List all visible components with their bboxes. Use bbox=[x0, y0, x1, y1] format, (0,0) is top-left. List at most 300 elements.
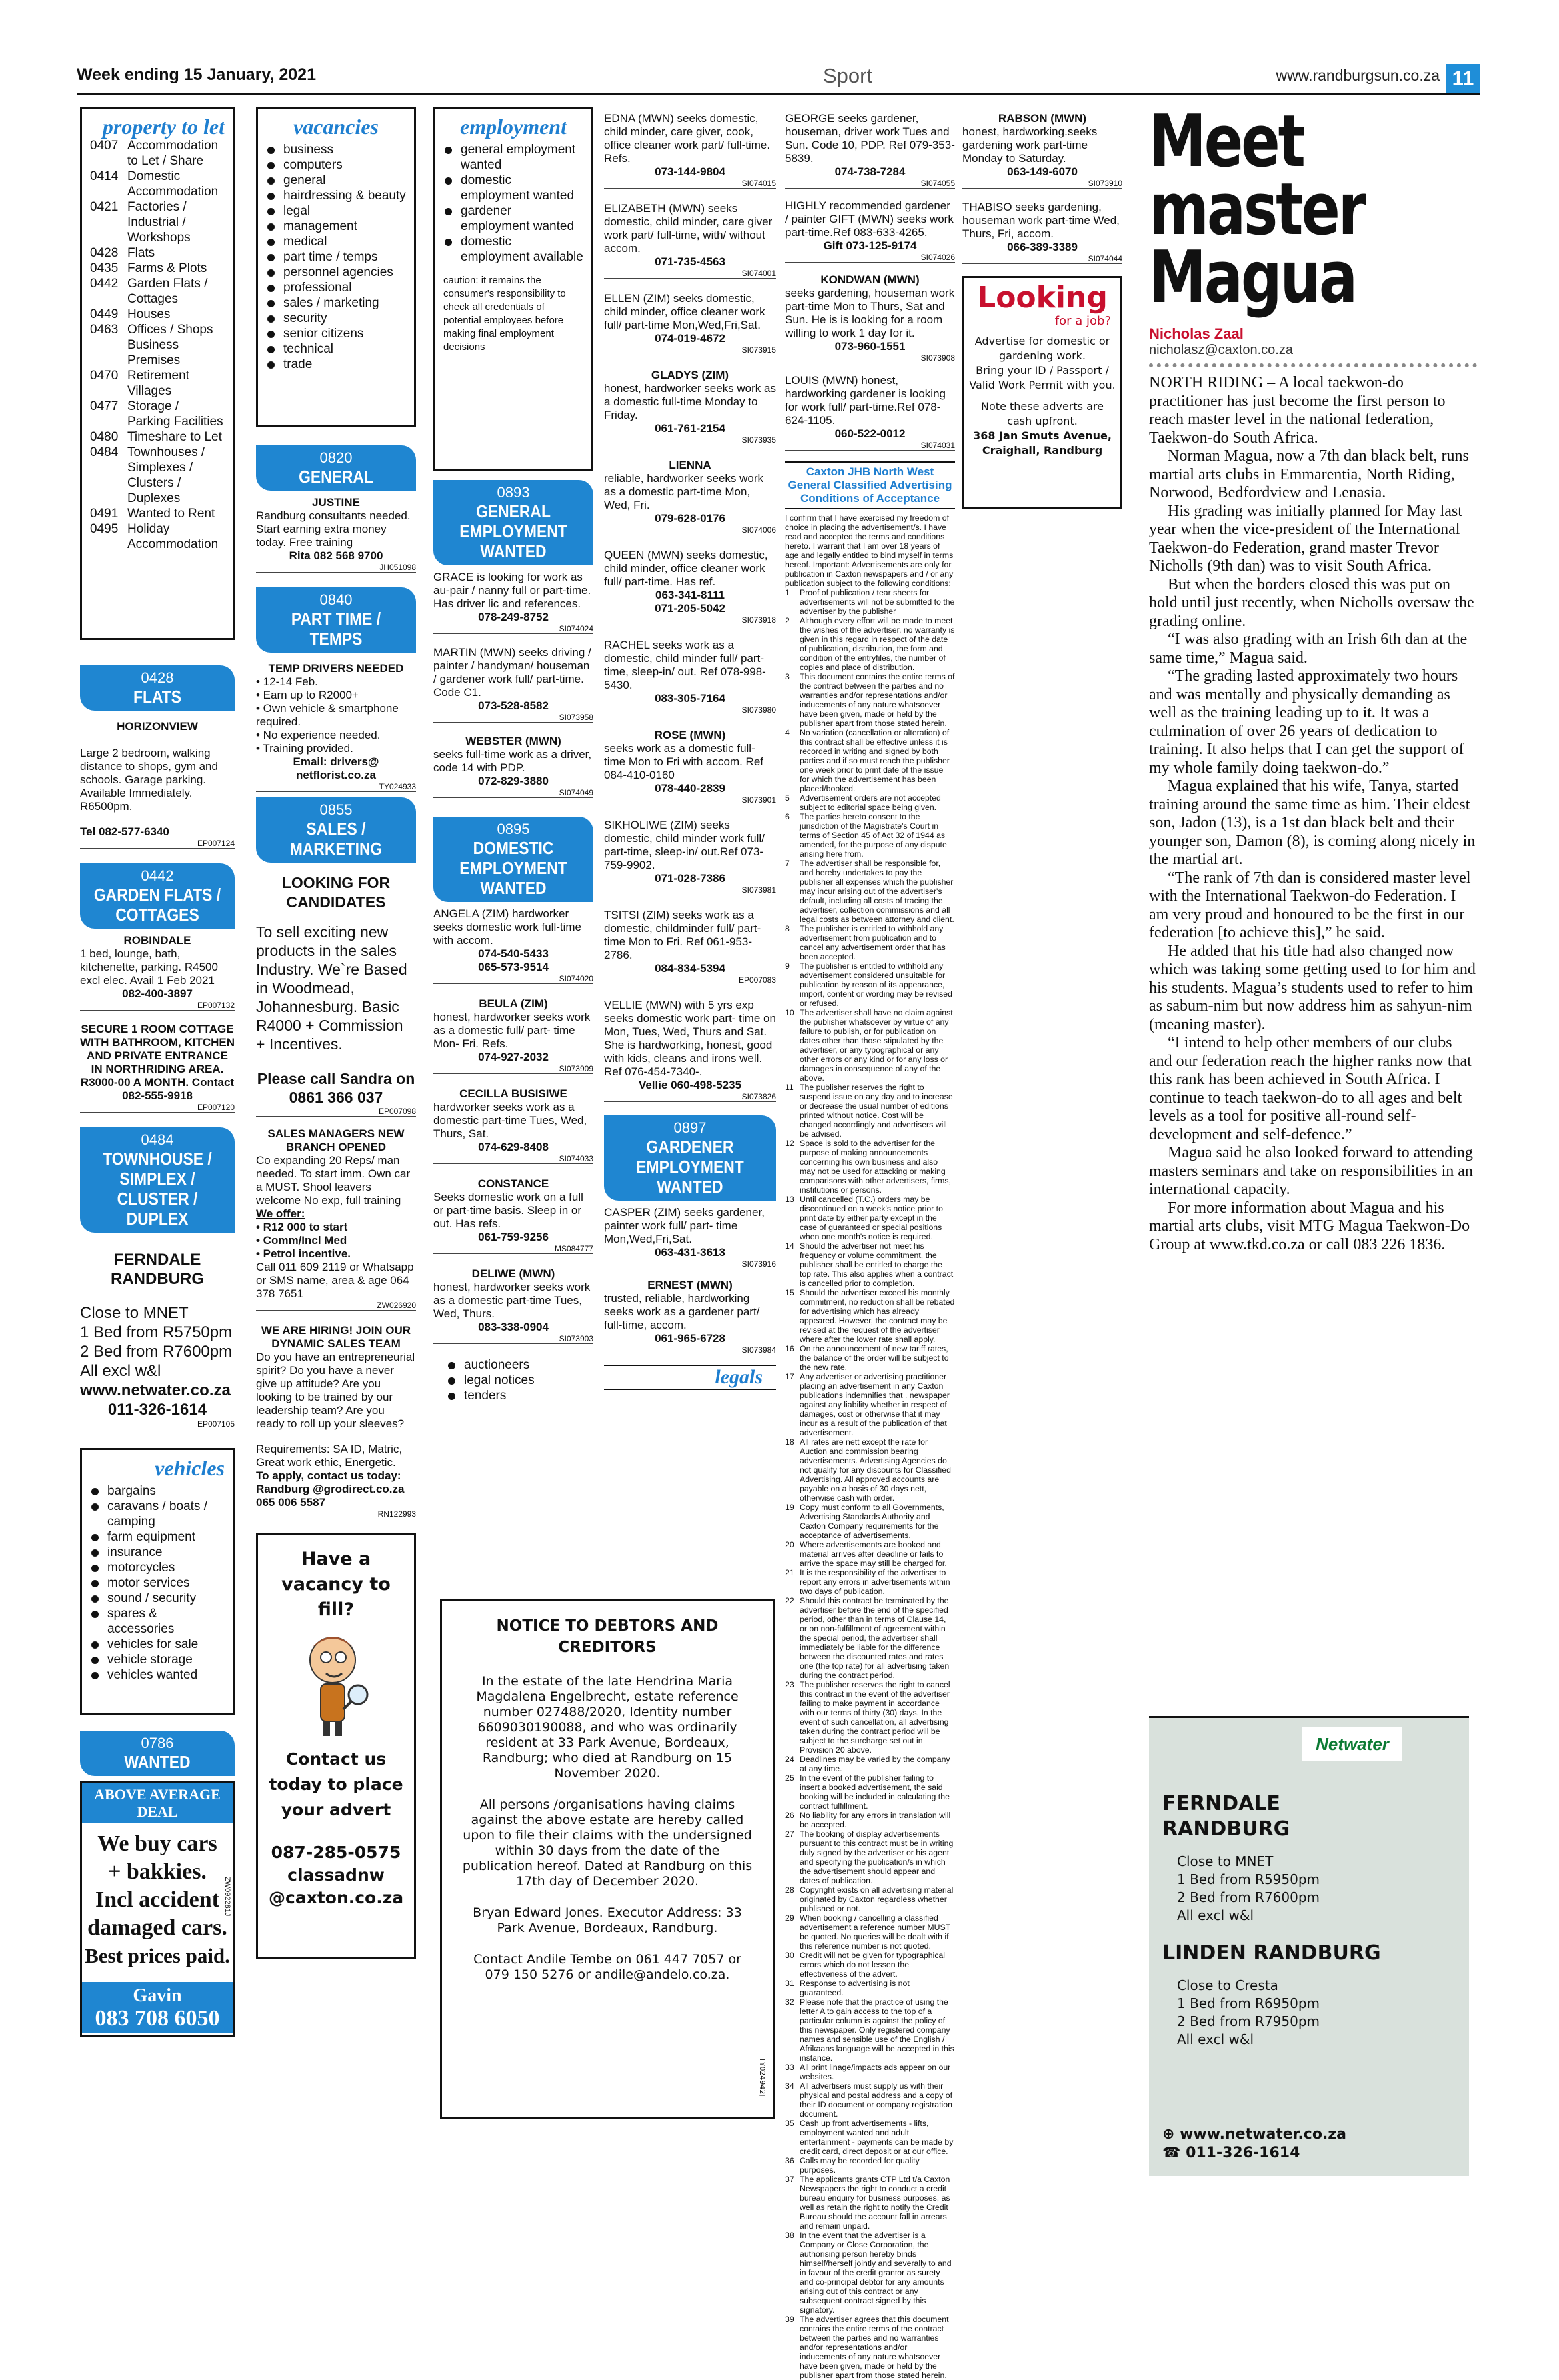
clause-text: The advertiser shall have no claim against the publisher whatsoever by virtue of any failure to publish, or for publication on dates other than those stipulated by the advertiser, or any typographical or any other errors or any kind or for any loss or damages in consequence of any of the above. bbox=[800, 1008, 953, 1083]
ad-text: THABISO seeks gardening, houseman work part-time Wed, Thurs, Fri, accom. bbox=[962, 201, 1120, 240]
property-category[interactable] bbox=[90, 399, 225, 429]
property-category[interactable] bbox=[90, 307, 225, 322]
article-paragraph: “I was also grading with an Irish 6th dan at the same time,” Magua said. bbox=[1149, 631, 1468, 667]
category-item[interactable]: vehicles wanted bbox=[90, 1667, 225, 1683]
terms-clause bbox=[785, 1241, 955, 1288]
ad-phone: 065-573-9514 bbox=[478, 961, 549, 973]
classified-ad bbox=[785, 273, 955, 363]
category-number: 0407 bbox=[90, 139, 119, 153]
clause-number: 20 bbox=[785, 1540, 794, 1549]
ad-phone: Gift 073-125-9174 bbox=[823, 239, 917, 252]
clause-number: 2 bbox=[785, 616, 790, 625]
classified-ad bbox=[433, 997, 593, 1074]
category-item[interactable]: vehicle storage bbox=[90, 1652, 225, 1667]
terms-clause bbox=[785, 1811, 955, 1829]
ad-reference: SI073984 bbox=[604, 1345, 776, 1355]
category-label: Holiday Accommodation bbox=[127, 522, 219, 551]
category-item[interactable]: hairdressing & beauty bbox=[266, 188, 406, 203]
property-category[interactable] bbox=[90, 506, 225, 521]
ad-text: ANGELA (ZIM) hardworker seeks domestic work full-time with accom. bbox=[433, 907, 582, 947]
property-category[interactable] bbox=[90, 169, 225, 199]
article-paragraph: NORTH RIDING – A local taekwon-do practitioner has just become the first person to reach master level in the national federation, Taekwon-do South Africa. bbox=[1149, 374, 1446, 447]
column-property bbox=[80, 107, 235, 2037]
ad-reference: SI074024 bbox=[433, 624, 593, 634]
clause-text: Please note that the practice of using the letter A to gain access to the top of a particular column is against the policy of this newspaper. Only registered company names and sensible use of the English / Afrikaans language will be accepted in this instance. bbox=[800, 1997, 954, 2063]
category-number: 0414 bbox=[90, 169, 119, 183]
clause-number: 28 bbox=[785, 1885, 794, 1895]
ad-reference: SI074006 bbox=[604, 525, 776, 535]
column-gardener-2 bbox=[962, 112, 1122, 509]
ad-text: EDNA (MWN) seeks domestic, child minder, care giver, cook, office cleaner work part/ full-time. Refs. bbox=[604, 112, 771, 165]
netwater-logo: Netwater bbox=[1302, 1727, 1402, 1761]
clause-text: The publisher reserves the right to cancel this contract in the event of the advertiser failing to make payment in accordance with our terms of thirty (30) days. In the event of such cancellation, all advertising taken during the contract period will be subject to the surcharge set out in Provision 20 above. bbox=[800, 1680, 950, 1755]
terms-clause bbox=[785, 2315, 955, 2380]
clause-number: 27 bbox=[785, 1829, 794, 1839]
category-number: 0428 bbox=[90, 246, 119, 260]
terms-clause bbox=[785, 1680, 955, 1755]
article-paragraph: “The grading lasted approximately two hours and was mentally and physically demanding as well as the training leading up to it. It was a culmination of over 26 years of dedication to training. It also helps that I can get the support of my whole family doing taekwon-do.” bbox=[1149, 667, 1464, 777]
ad-reference: SI073958 bbox=[433, 713, 593, 723]
clause-text: Should the advertiser exceed his monthly commitment, no reduction shall be rebated for advertising which has already appeared. However, the contract may be revised at the request of the advertiser where after the lower rate shall apply. bbox=[800, 1288, 955, 1344]
clause-text: In the event of the publisher failing to insert a booked advertisement, the said booking will be included in calculating the contract fulfillment. bbox=[800, 1773, 950, 1811]
clause-text: The publisher reserves the right to suspend issue on any day and to increase or decrease the usual number of editions printed without notice. Cost will be changed accordingly and advertisers will be advised. bbox=[800, 1083, 953, 1139]
ad-text: honest, hardworker seeks work as a domestic full-time Monday to Friday. bbox=[604, 382, 776, 421]
ad-reference: SI073909 bbox=[433, 1064, 593, 1074]
classified-ad bbox=[785, 374, 955, 451]
we-buy-cars-ad: ABOVE AVERAGE DEAL We buy cars + bakkies. Incl accident damaged cars. Best prices paid. Gavin 083 708 6050 ZW092281J bbox=[80, 1781, 235, 2037]
ad-reference: SI074044 bbox=[962, 254, 1122, 264]
ad-text: GEORGE seeks gardener, houseman, driver work Tues and Sun. Code 10, PDP. Ref 079-353-5839. bbox=[785, 112, 955, 165]
property-category[interactable] bbox=[90, 368, 225, 399]
classified-ad: JUSTINE Randburg consultants needed. Start earning extra money today. Free training Rita 082 568 9700 JH051098 bbox=[256, 496, 416, 572]
classified-ad bbox=[604, 729, 776, 805]
column-employment bbox=[433, 107, 593, 1403]
sport-article bbox=[1149, 100, 1477, 2161]
property-heading: property to let bbox=[102, 115, 225, 139]
category-number: 0495 bbox=[90, 522, 119, 536]
category-item[interactable]: senior citizens bbox=[266, 326, 406, 341]
clause-text: Response to advertising is not guaranteed. bbox=[800, 1979, 910, 1997]
vacancies-heading: vacancies bbox=[293, 115, 379, 139]
classified-ad: SALES MANAGERS NEW BRANCH OPENED Co expanding 20 Reps/ man needed. To start imm. Own car a MUST. Shool leavers welcome No exp, full training We offer: • R12 000 to start • Comm/Incl Med • Petrol incentive. Call 011 609 2119 or Whatsapp or SMS name, area & age 064 378 7651 ZW026920 bbox=[256, 1127, 416, 1310]
terms-clause bbox=[785, 1540, 955, 1568]
ad-reference: SI074031 bbox=[785, 441, 955, 451]
clause-text: On the announcement of new tariff rates, the balance of the order will be subject to the new rate. bbox=[800, 1344, 949, 1372]
vehicles-category-list bbox=[90, 1483, 225, 1683]
category-number: 0442 bbox=[90, 277, 119, 291]
property-category[interactable] bbox=[90, 199, 225, 245]
clause-text: Any advertiser or advertising practitioner placing an advertisement in any Caxton publications indemnifies that . newspaper against any liability whether in respect of damages, cost or otherwise that it may incur as a result of the publication of that advertisement. bbox=[800, 1372, 950, 1437]
terms-clause bbox=[785, 1139, 955, 1195]
property-category[interactable] bbox=[90, 429, 225, 445]
category-item[interactable]: spares & accessories bbox=[90, 1606, 225, 1637]
netwater-phone[interactable]: ☎ 011-326-1614 bbox=[1162, 2145, 1300, 2161]
clause-number: 10 bbox=[785, 1008, 794, 1017]
page-header bbox=[77, 64, 1480, 95]
classified-ad bbox=[433, 1267, 593, 1344]
notice-to-debtors: NOTICE TO DEBTORS AND CREDITORS In the estate of the late Hendrina Maria Magdalena Engelbrecht, estate reference number 027488/2020, Identity number 6609030190088, and who was ordinarily resident at 33 Park Avenue, Bordeaux, Randburg; who died at Randburg on 15 November 2020. All persons /organisations having claims against the above estate are hereby called upon to file their claims with the undersigned within 30 days from the date of the publication hereof. Dated at Randburg on this 17th day of December 2020. Bryan Edward Jones. Executor Address: 33 Park Avenue, Bordeaux, Randburg. Contact Andile Tembe on 061 447 7057 or 079 150 5276 or andile@andelo.co.za. TY024942J bbox=[440, 1599, 775, 2119]
clause-number: 38 bbox=[785, 2231, 794, 2240]
category-item[interactable]: tenders bbox=[447, 1388, 593, 1403]
category-item[interactable]: security bbox=[266, 311, 406, 326]
ad-text: TSITSI (ZIM) seeks work as a domestic, childminder full/ part-time Mon to Fri. Ref 061-953-2786. bbox=[604, 909, 761, 961]
employment-heading: employment bbox=[460, 115, 567, 139]
ad-reference: SI074026 bbox=[785, 253, 955, 263]
property-category[interactable] bbox=[90, 445, 225, 506]
ad-reference: SI073916 bbox=[604, 1259, 776, 1269]
terms-clause bbox=[785, 1288, 955, 1344]
clause-number: 29 bbox=[785, 1913, 794, 1923]
clause-number: 39 bbox=[785, 2315, 794, 2324]
category-item[interactable]: business bbox=[266, 142, 406, 157]
property-category[interactable] bbox=[90, 261, 225, 276]
clause-number: 31 bbox=[785, 1979, 794, 1988]
classified-ad bbox=[433, 907, 593, 984]
class-header-0895: 0895 DOMESTIC EMPLOYMENT WANTED bbox=[433, 817, 593, 902]
category-number: 0435 bbox=[90, 261, 119, 275]
category-item[interactable]: domestic employment wanted bbox=[443, 173, 583, 203]
legals-category-list bbox=[447, 1357, 593, 1403]
ad-reference: SI073980 bbox=[604, 705, 776, 715]
terms-clause bbox=[785, 961, 955, 1008]
category-item[interactable]: technical bbox=[266, 341, 406, 357]
article-paragraph: Norman Magua, now a 7th dan black belt, runs martial arts clubs in Emmarentia, North Riding, Norwood, Bedfordview and Lenasia. bbox=[1149, 447, 1469, 501]
ad-text: RACHEL seeks work as a domestic, child minder full/ part-time, sleep-in/ out. Ref 078-998-5430. bbox=[604, 639, 766, 691]
ad-heading: GLADYS (ZIM) bbox=[651, 369, 729, 381]
category-item[interactable]: bargains bbox=[90, 1483, 225, 1499]
property-category[interactable] bbox=[90, 138, 225, 169]
terms-clause bbox=[785, 1885, 955, 1913]
category-item[interactable]: computers bbox=[266, 157, 406, 173]
category-label: Offices / Shops Business Premises bbox=[127, 323, 213, 367]
terms-clause bbox=[785, 1195, 955, 1241]
category-number: 0421 bbox=[90, 200, 119, 214]
ad-heading: CONSTANCE bbox=[477, 1177, 549, 1190]
site-url[interactable]: www.randburgsun.co.za bbox=[1276, 67, 1440, 84]
classified-ad: WE ARE HIRING! JOIN OUR DYNAMIC SALES TEAM Do you have an entrepreneurial spirit? Do you have a never give up attitude? Are you looking to be trained by our leadership team? Are you ready to roll up your sleeves? Requirements: SA ID, Matric, Great work ethic, Energetic. To apply, contact us today: Randburg @grodirect.co.za 065 006 5587 RN122993 bbox=[256, 1324, 416, 1519]
ad-reference: SI074015 bbox=[604, 179, 776, 189]
ad-text: ELLEN (ZIM) seeks domestic, child minder, office cleaner work full/ part-time Mon,Wed,Fri,Sat. bbox=[604, 292, 765, 331]
category-item[interactable]: personnel agencies bbox=[266, 265, 406, 280]
terms-clause bbox=[785, 1829, 955, 1885]
property-category-list bbox=[90, 138, 225, 552]
ad-phone: 074-540-5433 bbox=[478, 947, 549, 960]
clause-text: Cash up front advertisements - lifts, employment wanted and adult entertainment - payments can be made by credit card, direct deposit or at our office. bbox=[800, 2119, 954, 2156]
ad-text: seeks work as a domestic full-time Mon to Fri with accom. Ref 084-410-0160 bbox=[604, 742, 764, 781]
category-item[interactable]: management bbox=[266, 219, 406, 234]
category-number: 0484 bbox=[90, 445, 119, 459]
ad-phone: 074-927-2032 bbox=[478, 1051, 549, 1063]
ad-reference: SI073901 bbox=[604, 795, 776, 805]
clause-number: 8 bbox=[785, 924, 790, 933]
terms-clause bbox=[785, 1372, 955, 1437]
terms-clause bbox=[785, 1083, 955, 1139]
ad-phone: 074-738-7284 bbox=[834, 165, 906, 178]
classified-ad bbox=[962, 201, 1122, 264]
category-label: Wanted to Rent bbox=[127, 507, 215, 521]
terms-clause bbox=[785, 1979, 955, 1997]
clause-number: 33 bbox=[785, 2063, 794, 2072]
ad-reference: SI074001 bbox=[604, 269, 776, 279]
category-number: 0449 bbox=[90, 307, 119, 321]
category-item[interactable]: motorcycles bbox=[90, 1560, 225, 1575]
employment-box bbox=[433, 107, 593, 471]
clause-number: 12 bbox=[785, 1139, 794, 1148]
clause-number: 6 bbox=[785, 812, 790, 821]
property-category[interactable] bbox=[90, 521, 225, 552]
class-header-0484: 0484 TOWNHOUSE / SIMPLEX / CLUSTER / DUPLEX bbox=[80, 1127, 235, 1233]
ad-text: MARTIN (MWN) seeks driving / painter / handyman/ houseman / gardener work full/ part-time. Code C1. bbox=[433, 646, 591, 699]
category-item[interactable]: insurance bbox=[90, 1545, 225, 1560]
clause-number: 37 bbox=[785, 2175, 794, 2184]
property-category[interactable] bbox=[90, 276, 225, 307]
detective-mascot-icon bbox=[299, 1627, 373, 1740]
section-name: Sport bbox=[823, 64, 873, 87]
article-title: Meet master Magua bbox=[1149, 100, 1365, 319]
classified-ad bbox=[433, 571, 593, 634]
ad-phone: 061-759-9256 bbox=[478, 1231, 549, 1243]
ad-reference: SI073981 bbox=[604, 885, 776, 895]
legals-heading-bar bbox=[604, 1365, 776, 1390]
classified-ad: FERNDALE RANDBURG Close to MNET 1 Bed from R5750pm 2 Bed from R7600pm All excl w&l www.netwater.co.za 011-326-1614 EP007105 bbox=[80, 1251, 235, 1429]
terms-clause bbox=[785, 616, 955, 672]
category-item[interactable]: caravans / boats / camping bbox=[90, 1499, 225, 1529]
clause-text: The booking of display advertisements pursuant to this contract must be in writing duly signed by the advertiser or his agent and specifying the publication/s in which the advertisement should appear and dates of publication. bbox=[800, 1829, 954, 1885]
ad-phone: Vellie 060-498-5235 bbox=[638, 1079, 742, 1091]
classified-ad bbox=[604, 292, 776, 355]
clause-text: All print linage/impacts ads appear on our websites. bbox=[800, 2063, 951, 2081]
ad-heading: DELIWE (MWN) bbox=[471, 1267, 555, 1280]
classified-ad bbox=[604, 1279, 776, 1355]
category-item[interactable]: sound / security bbox=[90, 1591, 225, 1606]
ad-heading: RABSON (MWN) bbox=[998, 112, 1087, 125]
ad-heading: CECILLA BUSISIWE bbox=[459, 1087, 567, 1100]
ad-phone: 083-305-7164 bbox=[655, 692, 725, 705]
ad-phone: 074-019-4672 bbox=[655, 332, 725, 345]
terms-clause bbox=[785, 859, 955, 924]
category-item[interactable]: domestic employment available bbox=[443, 234, 583, 265]
ad-phone: 063-149-6070 bbox=[1007, 165, 1078, 178]
category-label: Retirement Villages bbox=[127, 369, 189, 398]
clause-text: The advertiser shall be responsible for, and hereby undertakes to pay the publisher all expenses which the publisher may incur arising out of the advertiser's default, including all costs of tracing the advertiser, collection commissions and all legal costs as between attorney and client. bbox=[800, 859, 954, 924]
category-item[interactable]: trade bbox=[266, 357, 406, 372]
ad-reference: SI074020 bbox=[433, 974, 593, 984]
category-item[interactable]: motor services bbox=[90, 1575, 225, 1591]
terms-clause bbox=[785, 2119, 955, 2156]
clause-number: 30 bbox=[785, 1951, 794, 1960]
classified-ad bbox=[433, 646, 593, 723]
clause-number: 35 bbox=[785, 2119, 794, 2128]
clause-text: When booking / cancelling a classified advertisement a reference number MUST be quoted. No queries will be dealt with if this reference number is not quoted. bbox=[800, 1913, 950, 1951]
clause-text: Copyright exists on all advertising material originated by Caxton regardless whether published or not. bbox=[800, 1885, 954, 1913]
page-number: 11 bbox=[1446, 64, 1480, 93]
ad-phone: 063-431-3613 bbox=[655, 1246, 725, 1259]
ad-reference: SI073935 bbox=[604, 435, 776, 445]
class-header-0840: 0840 PART TIME / TEMPS bbox=[256, 587, 416, 653]
class-header-0897: 0897 GARDENER EMPLOYMENT WANTED bbox=[604, 1115, 776, 1201]
classified-ad bbox=[962, 112, 1122, 189]
terms-heading: Caxton JHB North West General Classified Advertising Conditions of Acceptance bbox=[785, 461, 955, 509]
clause-number: 14 bbox=[785, 1241, 794, 1251]
clause-text: All rates are nett except the rate for Auction and commission bearing advertisements. Advertising Agencies do not qualify for any discounts for Classified Advertising. All approved accounts are payable on a basis of 30 days nett, otherwise cash with order. bbox=[800, 1437, 951, 1503]
caution-note: caution: it remains the consumer's responsibility to check all credentials of potential employees before making final employment decisions bbox=[443, 275, 566, 353]
category-item[interactable]: auctioneers bbox=[447, 1357, 593, 1373]
clause-text: The parties hereto consent to the jurisdiction of the Magistrate's Court in terms of Section 45 of Act 32 of 1944 as amended, for the purpose of any dispute arising here from. bbox=[800, 812, 947, 859]
terms-clause bbox=[785, 728, 955, 793]
property-category[interactable] bbox=[90, 245, 225, 261]
author-email[interactable]: nicholasz@caxton.co.za bbox=[1149, 343, 1293, 357]
clause-number: 5 bbox=[785, 793, 790, 803]
ad-text: HIGHLY recommended gardener / painter GIFT (MWN) seeks work part-time.Ref 083-633-4265. bbox=[785, 199, 954, 239]
terms-clause bbox=[785, 1755, 955, 1773]
terms-clause bbox=[785, 812, 955, 859]
issue-date: Week ending 15 January, 2021 bbox=[77, 65, 316, 84]
clause-number: 16 bbox=[785, 1344, 794, 1353]
clause-text: Although every effort will be made to meet the wishes of the advertiser, no warranty is given in this regard in respect of the date of publication, distribution, the form and condition of the entryfiles, the number of copies and place of distribution. bbox=[800, 616, 955, 672]
terms-clause bbox=[785, 1951, 955, 1979]
terms-clause bbox=[785, 2063, 955, 2081]
clause-number: 23 bbox=[785, 1680, 794, 1689]
ad-reference: SI074033 bbox=[433, 1154, 593, 1164]
clause-number: 22 bbox=[785, 1596, 794, 1605]
ad-phone: 066-389-3389 bbox=[1007, 241, 1078, 253]
classified-ad bbox=[604, 459, 776, 535]
terms-clause bbox=[785, 1773, 955, 1811]
ad-reference: SI073826 bbox=[604, 1092, 776, 1102]
phone-icon: ☎ bbox=[1162, 2145, 1186, 2161]
category-label: Storage / Parking Facilities bbox=[127, 399, 223, 429]
category-item[interactable]: vehicles for sale bbox=[90, 1637, 225, 1652]
ad-heading: LIENNA bbox=[669, 459, 711, 471]
category-item[interactable]: legal notices bbox=[447, 1373, 593, 1388]
category-number: 0477 bbox=[90, 399, 119, 413]
class-header-0855: 0855 SALES / MARKETING bbox=[256, 797, 416, 863]
terms-clause bbox=[785, 2081, 955, 2119]
clause-number: 32 bbox=[785, 1997, 794, 2007]
netwater-url[interactable]: ⊕ www.netwater.co.za bbox=[1162, 2126, 1346, 2143]
category-number: 0470 bbox=[90, 369, 119, 383]
article-paragraph: “The rank of 7th dan is considered master level with the International Taekwon-do Federation. I am very proud and honoured to be the first in our federation [to achieve this],” he said. bbox=[1149, 869, 1471, 941]
clause-text: All advertisers must supply us with their physical and postal address and a copy of their ID document or company registration document. bbox=[800, 2081, 953, 2119]
ad-phone: 084-834-5394 bbox=[655, 962, 725, 975]
clause-text: Copy must conform to all Governments, Advertising Standards Authority and Caxton Company requirements for the acceptance of advertisements. bbox=[800, 1503, 944, 1540]
category-item[interactable]: part time / temps bbox=[266, 249, 406, 265]
article-paragraph: Magua explained that his wife, Tanya, started training around the same time as him. Their eldest son, Jadon (13), is a 1st dan black belt and their younger son, Damon (8), is coming along nicely in the martial art. bbox=[1149, 777, 1476, 868]
clause-number: 15 bbox=[785, 1288, 794, 1297]
category-item[interactable]: general bbox=[266, 173, 406, 188]
article-paragraph: His grading was initially planned for May last year when the vice-president of the International Taekwon-do Federation, grand master Trevor Nicholls (9th dan) was to visit South Africa. bbox=[1149, 502, 1462, 575]
property-category[interactable] bbox=[90, 322, 225, 368]
column-gardener bbox=[785, 112, 955, 2380]
category-label: Timeshare to Let bbox=[127, 430, 222, 444]
ad-phone: 078-440-2839 bbox=[655, 782, 725, 795]
ad-phone: 071-205-5042 bbox=[655, 602, 725, 615]
classified-ad bbox=[604, 112, 776, 189]
article-paragraph: For more information about Magua and his martial arts clubs, visit MTG Magua Taekwon-Do Group at www.tkd.co.za or call 083 226 1836. bbox=[1149, 1199, 1470, 1253]
byline-divider bbox=[1149, 361, 1477, 367]
vehicles-box bbox=[80, 1448, 235, 1715]
ad-reference: SI074055 bbox=[785, 179, 955, 189]
clause-number: 36 bbox=[785, 2156, 794, 2165]
classified-ad bbox=[604, 202, 776, 279]
article-paragraph: He added that his title had also changed now which was taking some getting used to for him and his students. Magua’s students used to refer to him as sabum-nim but now address him as sahyun-nim (meaning master). bbox=[1149, 942, 1476, 1033]
clause-text: This document contains the entire terms of the contract between the parties and no warranties and/or representations and/or inducements of any nature whatsoever have been given, made or held by the publisher apart from those stated herein. bbox=[800, 672, 955, 728]
ad-phone: 061-761-2154 bbox=[655, 422, 725, 435]
category-item[interactable]: farm equipment bbox=[90, 1529, 225, 1545]
ad-reference: SI073915 bbox=[604, 345, 776, 355]
classified-ad bbox=[785, 199, 955, 263]
terms-conditions: I confirm that I have exercised my freedom of choice in placing the advertisement/s. I have read and accepted the terms and conditions hereto. I warrant that I am over 18 years of age and legally entitled to bind myself in terms hereof. Important: Advertisements are only for publication in Caxton newspapers and / or any publication subject to the following conditions: 1 Proof of publication / tear sheets for advertisements will not be submitted to the advertiser by the publisher 2 Although every effort will be made to meet the wishes of the advertiser, no warranty is given in this regard in respect of the date of publication, distribution, the form and condition of the entryfiles, the number of copies and place of distribution. 3 This document contains the entire terms of the contract between the parties and no warranties and/or representations and/or inducements of any nature whatsoever have been given, made or held by the publisher apart from those stated herein. 4 No variation (cancellation or alteration) of this contract shall be effective unless it is recorded in writing and signed by both parties and if so must reach the publisher one week prior to print date of the issue for which the advertisement has been placed/booked. 5 Advertisement orders are not accepted subject to editorial space being given. 6 The parties hereto consent to the jurisdiction of the Magistrate's Court in terms of Section 45 of Act 32 of 1944 as amended, for the purpose of any dispute arising here from. 7 The advertiser shall be responsible for, and hereby undertakes to pay the publisher all expenses which the publisher may incur arising out of the advertiser's default, including all costs of tracing the advertiser, collection commissions and all legal costs as between attorney and client. 8 The publisher is entitled to withhold any advertisement from publication and to cancel any advertisement order that has been accepted. 9 The publisher is entitled to withhold any advertisement considered unsuitable for publication by reason of its appearance, import, content or wording may be revised or refused. 10 The advertiser shall have no claim against the publisher whatsoever by virtue of any failure to publish, or for publication on dates other than those stipulated by the advertiser, or any typographical or any other errors or any kind or for any loss or damages in consequence of any of the above. 11 The publisher reserves the right to suspend issue on any day and to increase or decrease the usual number of editions printed without notice. Cost will be changed accordingly and advertisers will be advised. 12 Space is sold to the advertiser for the purpose of making announcements concerning his own business and also may not be used for attacking or making comparisons with other advertisers, firms, institutions or persons. 13 Until cancelled (T.C.) orders may be discontinued on a week's notice prior to print date by either party except in the case of guaranteed or special positions when one month's notice is required. 14 Should the advertiser not meet his frequency or volume commitment, the publisher shall be entitled to charge the top rate. This also applies when a contract is cancelled prior to completion. 15 Should the advertiser exceed his monthly commitment, no reduction shall be rebated for advertising which has already appeared. However, the contract may be revised at the request of the advertiser where after the lower rate shall apply. 16 On the announcement of new tariff rates, the balance of the order will be subject to the new rate. 17 Any advertiser or advertising practitioner placing an advertisement in any Caxton publications indemnifies that . newspaper against any liability whether in respect of damages, cost or otherwise that it may incur as a result of the publication of that advertisement. 18 All rates are nett except the rate for Auction and commission bearing advertisements. Advertising Agencies do not qualify for any discounts for Classified Advertising. All approved accounts are payable on a basis of 30 days nett, otherwise cash with order. 19 Copy must conform to all Governments, Advertising Standards Authority and Caxton Company requirements for the acceptance of advertisements. 20 Where advertisements are booked and material arrives after deadline or fails to arrive the space may still be charged for. 21 It is the responsibility of the advertiser to report any errors in advertisements within two days of publication. 22 Should this contract be terminated by the advertiser before the end of the specified period, other than in terms of Clause 14, or on non-fulfillment of agreement within the special period, the advertiser shall immediately be liable for the difference between the discounted rates and rates one (the top rate) for all advertising taken during the contract period. 23 The publisher reserves the right to cancel this contract in the event of the advertiser failing to make payment in accordance with our terms of thirty (30) days. In the event of such cancellation, all advertising taken during the contract period will be subject to the surcharge set out in Provision 20 above. 24 Deadlines may be varied by the company at any time. 25 In the event of the publisher failing to insert a booked advertisement, the said booking will be included in calculating the contract fulfillment. 26 No liability for any errors in translation will be accepted. 27 The booking of display advertisements pursuant to this contract must be in writing duly signed by the advertiser or his agent and specifying the publication/s in which the advertisement should appear and dates of publication. 28 Copyright exists on all advertising material originated by Caxton regardless whether published or not. 29 When booking / cancelling a classified advertisement a reference number MUST be quoted. No queries will be dealt with if this reference number is not quoted. 30 Credit will not be given for typographical errors which do not lessen the effectiveness of the advert. 31 Response to advertising is not guaranteed. 32 Please note that the practice of using the letter A to gain access to the top of a particular column is against the policy of this newspaper. Only registered company names and sensible use of the English / Afrikaans language will be accepted in this instance. 33 All print linage/impacts ads appear on our websites. 34 All advertisers must supply us with their physical and postal address and a copy of their ID document or company registration document. 35 Cash up front advertisements - lifts, employment wanted and adult entertainment - payments can be made by credit card, direct deposit or at our office. 36 Calls may be recorded for quality purposes. 37 The applicants grants CTP Ltd t/a Caxton Newspapers the right to conduct a credit bureau enquiry for business purposes, as well as retain the right to notify the Credit Bureau should the account fall in arrears and remain unpaid. 38 In the event that the advertiser is a Company or Close Corporation, the authorising person hereby binds himself/herself jointly and severally to and in favour of the credit grantor as surety and co-principal debtor for any amounts arising out of this contract or any subsequent contract signed by this signatory. 39 The advertiser agrees that this document contains the entire terms of the contract between the parties and no warranties and/or representations and/or inducements of any nature whatsoever have been given, made or held by the publisher apart from those stated herein. bbox=[785, 513, 955, 2380]
globe-icon: ⊕ bbox=[1162, 2126, 1180, 2143]
classified-ad bbox=[433, 1087, 593, 1164]
vacancies-category-list bbox=[266, 142, 406, 372]
category-label: Accommodation to Let / Share bbox=[127, 139, 219, 168]
terms-clause bbox=[785, 2156, 955, 2175]
classified-ad bbox=[604, 369, 776, 445]
ad-reference: SI073918 bbox=[604, 615, 776, 625]
category-item[interactable]: general employment wanted bbox=[443, 142, 583, 173]
category-item[interactable]: professional bbox=[266, 280, 406, 295]
category-item[interactable]: medical bbox=[266, 234, 406, 249]
clause-number: 19 bbox=[785, 1503, 794, 1512]
ad-text: honest, hardworking.seeks gardening work part-time Monday to Saturday. bbox=[962, 125, 1098, 165]
terms-clause bbox=[785, 1568, 955, 1596]
ad-text: QUEEN (MWN) seeks domestic, child minder, office cleaner work full/ part-time. Has ref. bbox=[604, 549, 768, 588]
clause-number: 9 bbox=[785, 961, 790, 971]
category-number: 0491 bbox=[90, 507, 119, 521]
classified-ad bbox=[604, 549, 776, 625]
clause-text: The advertiser agrees that this document contains the entire terms of the contract between the parties and no warranties and/or representations and/or inducements of any nature whatsoever have been given, made or held by the publisher apart from those stated herein. bbox=[800, 2315, 949, 2380]
clause-text: Advertisement orders are not accepted subject to editorial space being given. bbox=[800, 793, 941, 812]
classified-ad: LOOKING FOR CANDIDATES To sell exciting new products in the sales Industry. We`re Based in Woodmead, Johannesburg. Basic R4000 + Commission + Incentives. Please call Sandra on 0861 366 037 EP007098 bbox=[256, 874, 416, 1116]
ad-text: SIKHOLIWE (ZIM) seeks domestic, child minder work full/ part-time, sleep-in/ out.Ref 073-759-9902. bbox=[604, 819, 765, 871]
category-item[interactable]: sales / marketing bbox=[266, 295, 406, 311]
ad-phone: 071-735-4563 bbox=[655, 255, 725, 268]
ad-text: Seeks domestic work on a full or part-time basis. Sleep in or out. Has refs. bbox=[433, 1191, 583, 1230]
vehicles-heading: vehicles bbox=[155, 1456, 225, 1480]
classified-ad: HORIZONVIEW Large 2 bedroom, walking distance to shops, gym and schools. Garage parking. Available Immediately. R6500pm. Tel 082-577-6340 EP007124 bbox=[80, 720, 235, 848]
terms-clause bbox=[785, 1913, 955, 1951]
clause-text: Space is sold to the advertiser for the purpose of making announcements concerning his own business and also may not be used for attacking or making comparisons with other advertisers, firms, institutions or persons. bbox=[800, 1139, 951, 1195]
class-header-0893: 0893 GENERAL EMPLOYMENT WANTED bbox=[433, 480, 593, 565]
category-label: Houses bbox=[127, 307, 171, 321]
clause-number: 13 bbox=[785, 1195, 794, 1204]
clause-text: Until cancelled (T.C.) orders may be discontinued on a week's notice prior to print date by either party except in the case of guaranteed or special positions when one month's notice is required. bbox=[800, 1195, 943, 1241]
clause-text: Should the advertiser not meet his frequency or volume commitment, the publisher shall be entitled to charge the top rate. This also applies when a contract is cancelled prior to completion. bbox=[800, 1241, 954, 1288]
terms-clause bbox=[785, 924, 955, 961]
category-label: Flats bbox=[127, 246, 155, 260]
category-number: 0463 bbox=[90, 323, 119, 337]
category-item[interactable]: gardener employment wanted bbox=[443, 203, 583, 234]
vacancy-advert: Have a vacancy to fill? Contact us today to place your advert 087-285-0575 classadnw @caxton.co.za bbox=[256, 1533, 416, 1959]
terms-clause bbox=[785, 2231, 955, 2315]
category-item[interactable]: legal bbox=[266, 203, 406, 219]
clause-number: 4 bbox=[785, 728, 790, 737]
ad-phone: 083-338-0904 bbox=[478, 1321, 549, 1333]
class-header-0820: 0820 GENERAL bbox=[256, 445, 416, 491]
article-body bbox=[1149, 374, 1477, 1254]
ad-reference: SI073908 bbox=[785, 353, 955, 363]
employment-category-list bbox=[443, 142, 583, 265]
terms-clause bbox=[785, 1437, 955, 1503]
ad-text: seeks gardening, houseman work part-time Mon to Thurs, Sat and Sun. He is is looking for a room willing to work 1 day for it. bbox=[785, 287, 955, 339]
clause-number: 24 bbox=[785, 1755, 794, 1764]
ad-text: GRACE is looking for work as au-pair / nanny full or part-time. Has driver lic and references. bbox=[433, 571, 591, 610]
clause-number: 1 bbox=[785, 588, 790, 597]
clause-number: 11 bbox=[785, 1083, 794, 1092]
ad-text: reliable, hardworker seeks work as a domestic part-time Mon, Wed, Fri. bbox=[604, 472, 764, 511]
clause-number: 3 bbox=[785, 672, 790, 681]
